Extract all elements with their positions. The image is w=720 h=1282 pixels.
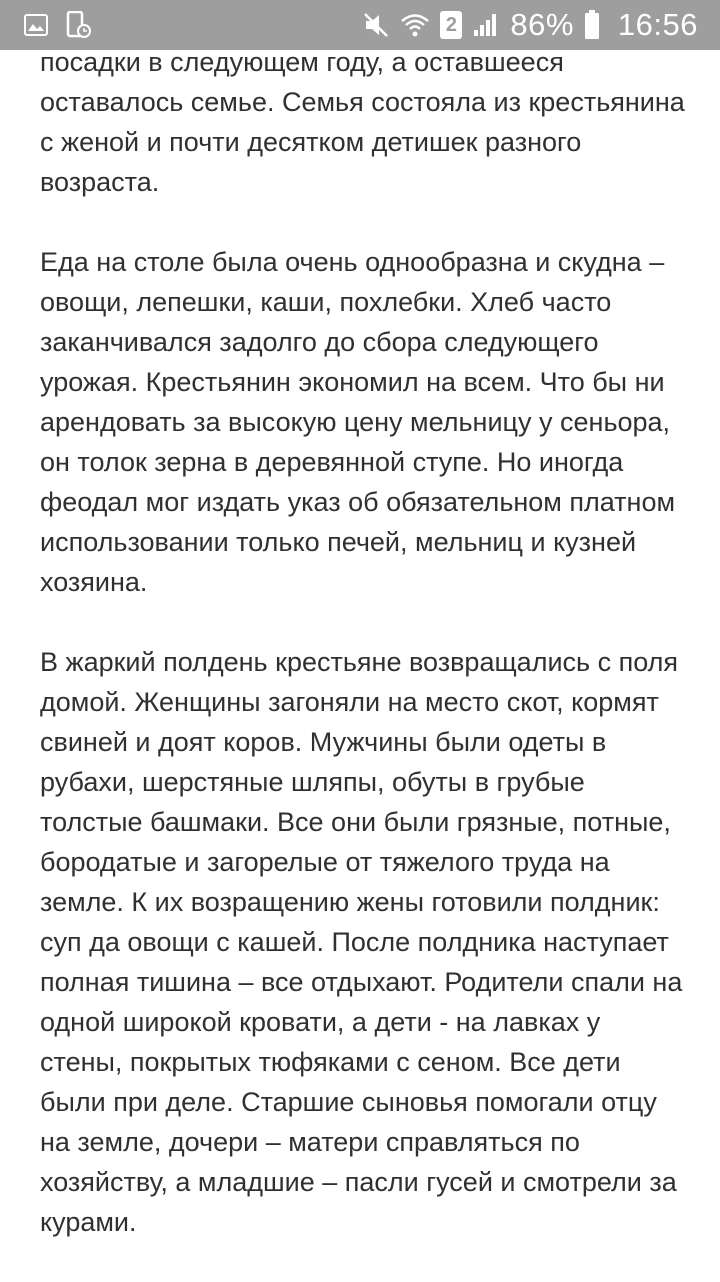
sim-2-icon: 2 <box>440 11 462 39</box>
wifi-icon <box>400 12 430 38</box>
battery-icon <box>584 10 600 40</box>
clock: 16:56 <box>617 7 698 42</box>
gallery-icon <box>24 14 48 36</box>
status-left <box>24 11 92 39</box>
battery-percent: 86% <box>510 7 574 42</box>
paragraph: В жаркий полдень крестьяне возвращались с поля домой. Женщины загоняли на место скот, кормят свиней и доят коров. Мужчины были одеты в рубахи, шерстяные шляпы, обуты в грубые толстые башмаки. Все они были грязные, потные, бородатые и загорелые от тяжелого труда на земле. К их возращению жены готовили полдник: суп да овощи с кашей. После полдника наступает полная тишина – все отдыхают. Родители спали на одной широкой кровати, а дети - на лавках у стены, покрытых тюфяками с сеном. Все дети были при деле. Старшие сыновья помогали отцу на земле, дочери – матери справляться по хозяйству, а младшие – пасли гусей и смотрели за курами. <box>40 647 683 1237</box>
status-right <box>362 7 698 43</box>
mute-icon <box>362 11 390 39</box>
paragraph: Еда на столе была очень однообразна и скудна – овощи, лепешки, каши, похлебки. Хлеб часто заканчивался задолго до сбора следующего урожая. Крестьянин экономил на всем. Что бы ни арендовать за высокую цену мельницу у сеньора, он толок зерна в деревянной ступе. Но иногда феодал мог издать указ об обязательном платном использовании только печей, мельниц и кузней хозяина. <box>40 247 676 597</box>
article-body <box>40 42 690 1282</box>
paragraph: посадки в следующем году, а оставшееся оставалось семье. Семья состояла из крестьянина с женой и почти десятком детишек разного возраста. <box>40 47 685 197</box>
screenshot-icon <box>66 11 92 39</box>
signal-icon <box>472 12 500 38</box>
